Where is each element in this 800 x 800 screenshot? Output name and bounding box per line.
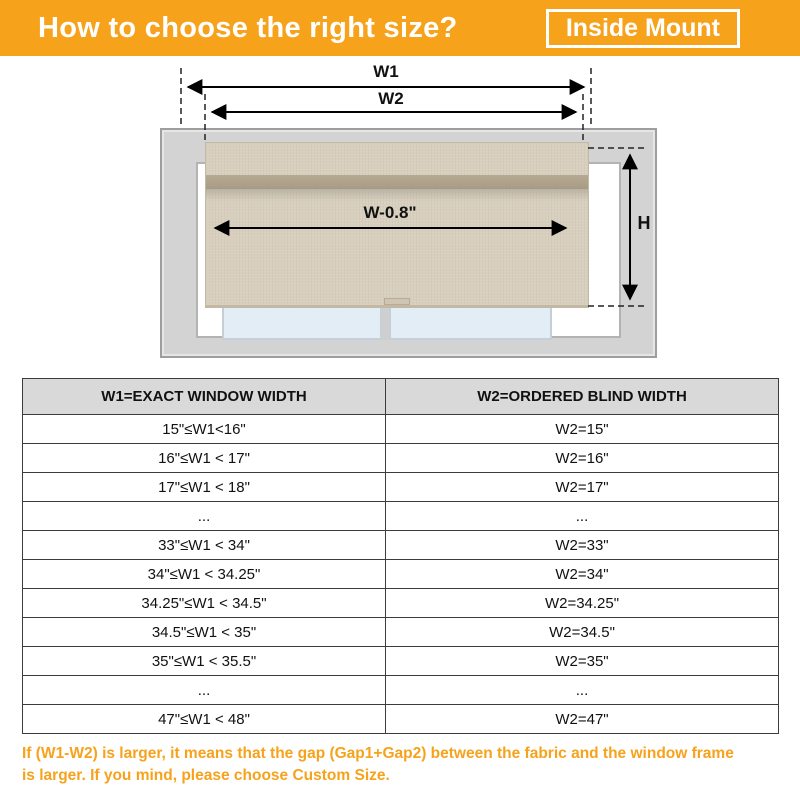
table-cell: 17"≤W1 < 18" — [23, 473, 386, 502]
table-header-w1: W1=EXACT WINDOW WIDTH — [23, 379, 386, 415]
table-row — [23, 473, 779, 502]
w2-label: W2 — [378, 89, 404, 108]
table-cell: 34.25"≤W1 < 34.5" — [23, 589, 386, 618]
table-cell: W2=17" — [386, 473, 779, 502]
table-cell: 34"≤W1 < 34.25" — [23, 560, 386, 589]
table-cell: 47"≤W1 < 48" — [23, 705, 386, 734]
table-cell: ... — [23, 502, 386, 531]
table-cell: 15"≤W1<16" — [23, 415, 386, 444]
footer-line-2: is larger. If you mind, please choose Custom Size. — [22, 766, 390, 784]
table-header-w2: W2=ORDERED BLIND WIDTH — [386, 379, 779, 415]
size-table — [22, 378, 779, 734]
table-row — [23, 647, 779, 676]
table-cell: W2=35" — [386, 647, 779, 676]
table-cell: W2=34" — [386, 560, 779, 589]
table-cell: 16"≤W1 < 17" — [23, 444, 386, 473]
table-cell: W2=15" — [386, 415, 779, 444]
w1-label: W1 — [373, 62, 399, 81]
table-cell: 33"≤W1 < 34" — [23, 531, 386, 560]
footer-line-1: If (W1-W2) is larger, it means that the gap (Gap1+Gap2) between the fabric and the window frame — [22, 745, 734, 762]
size-table-body — [23, 415, 779, 734]
table-row — [23, 444, 779, 473]
table-row — [23, 676, 779, 705]
table-row — [23, 502, 779, 531]
footer-note — [22, 743, 784, 786]
table-cell: 34.5"≤W1 < 35" — [23, 618, 386, 647]
table-cell: ... — [386, 676, 779, 705]
table-cell: ... — [23, 676, 386, 705]
table-cell: 35"≤W1 < 35.5" — [23, 647, 386, 676]
table-row — [23, 589, 779, 618]
table-row — [23, 531, 779, 560]
table-row — [23, 415, 779, 444]
header-bar — [0, 0, 800, 56]
table-row — [23, 618, 779, 647]
table-cell: W2=33" — [386, 531, 779, 560]
table-row — [23, 560, 779, 589]
table-cell: W2=16" — [386, 444, 779, 473]
inside-mount-badge: Inside Mount — [546, 9, 740, 48]
fabric-width-label: W-0.8" — [363, 203, 417, 222]
table-cell: W2=34.5" — [386, 618, 779, 647]
table-cell: W2=47" — [386, 705, 779, 734]
height-label: H — [637, 213, 651, 233]
table-row — [23, 705, 779, 734]
page-title: How to choose the right size? — [38, 11, 458, 44]
table-header-row — [23, 379, 779, 415]
window-diagram — [0, 56, 800, 378]
table-cell: W2=34.25" — [386, 589, 779, 618]
table-cell: ... — [386, 502, 779, 531]
